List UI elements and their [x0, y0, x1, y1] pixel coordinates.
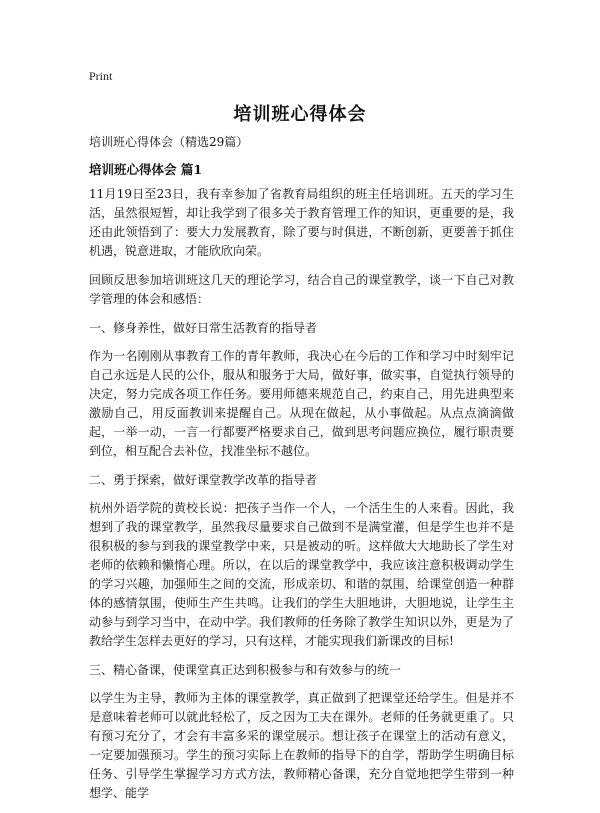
paragraph-3: 以学生为主导，教师为主体的课堂教学，真正做到了把课堂还给学生。但是并不是意味着老师可以就此轻松了，反之因为工夫在课外。老师的任务就更重了。只有预习充分了，才会有丰富多采的课堂展示。想让孩子在课堂上的活动有意义，一定要加强预习。学生的预习实际上在教师的指导下的自学，帮助学生明确目标任务、引导学生掌握学习方式方法，教师精心备课，充分自觉地把学生带到一种想学、能学: [89, 691, 514, 800]
document-body: [89, 133, 514, 813]
paragraph-1: 作为一名刚刚从事教育工作的青年教师，我决心在今后的工作和学习中时刻牢记自己永远是人民的公仆，服从和服务于大局，做好事，做实事，自觉执行领导的决定，努力完成各项工作任务。要用师德来规范自己，约束自己，用先进典型来激励自己，用反面教训来提醒自己。从现在做起，从小事做起。从点点滴滴做起，一举一动，一言一行都要严格要求自己，做到思考问题应换位，履行职责要到位，相互配合去补位，找准坐标不越位。: [89, 349, 514, 458]
document-title: 培训班心得体会: [233, 104, 367, 125]
print-link[interactable]: Print: [89, 69, 113, 83]
section-heading: 培训班心得体会 篇1: [89, 162, 203, 177]
subheading-2: 二、勇于探索，做好课堂教学改革的指导者: [89, 473, 318, 487]
document-subtitle: 培训班心得体会（精选29篇）: [89, 135, 249, 149]
subheading-1: 一、修身养性，做好日常生活教育的指导者: [89, 321, 318, 335]
paragraph-intro: 11月19日至23日，我有幸参加了省教育局组织的班主任培训班。五天的学习生活，虽然很短暂，却让我学到了很多关于教育管理工作的知识，更重要的是，我还由此领悟到了：要大力发展教育，除了要与时俱进，不断创新，更要善于抓住机遇，锐意进取，才能欣欣向荣。: [89, 187, 514, 258]
paragraph-2: 杭州外语学院的黄校长说：把孩子当作一个人，一个活生生的人来看。因此，我想到了我的课堂教学，虽然我尽量要求自己做到不是满堂灌，但是学生也并不是很积极的参与到我的课堂教学中来，只是被动的听。这样做大大地助长了学生对老师的依赖和懒惰心理。所以，在以后的课堂教学中，我应该注意积极调动学生的学习兴趣，加强师生之间的交流，形成亲切、和谐的氛围，给课堂创造一种群体的感情氛围，使师生产生共鸣。让我们的学生大胆地讲，大胆地说，让学生主动参与到学习当中，在动中学。我们教师的任务除了教学生知识以外，更是为了教给学生怎样去更好的学习，只有这样，才能实现我们新课改的目标!: [89, 501, 514, 648]
paragraph-reflection: 回顾反思参加培训班这几天的理论学习，结合自己的课堂教学，谈一下自己对教学管理的体会和感悟：: [89, 273, 514, 306]
subheading-3: 三、精心备课，使课堂真正达到积极参与和有效参与的统一: [89, 663, 402, 677]
